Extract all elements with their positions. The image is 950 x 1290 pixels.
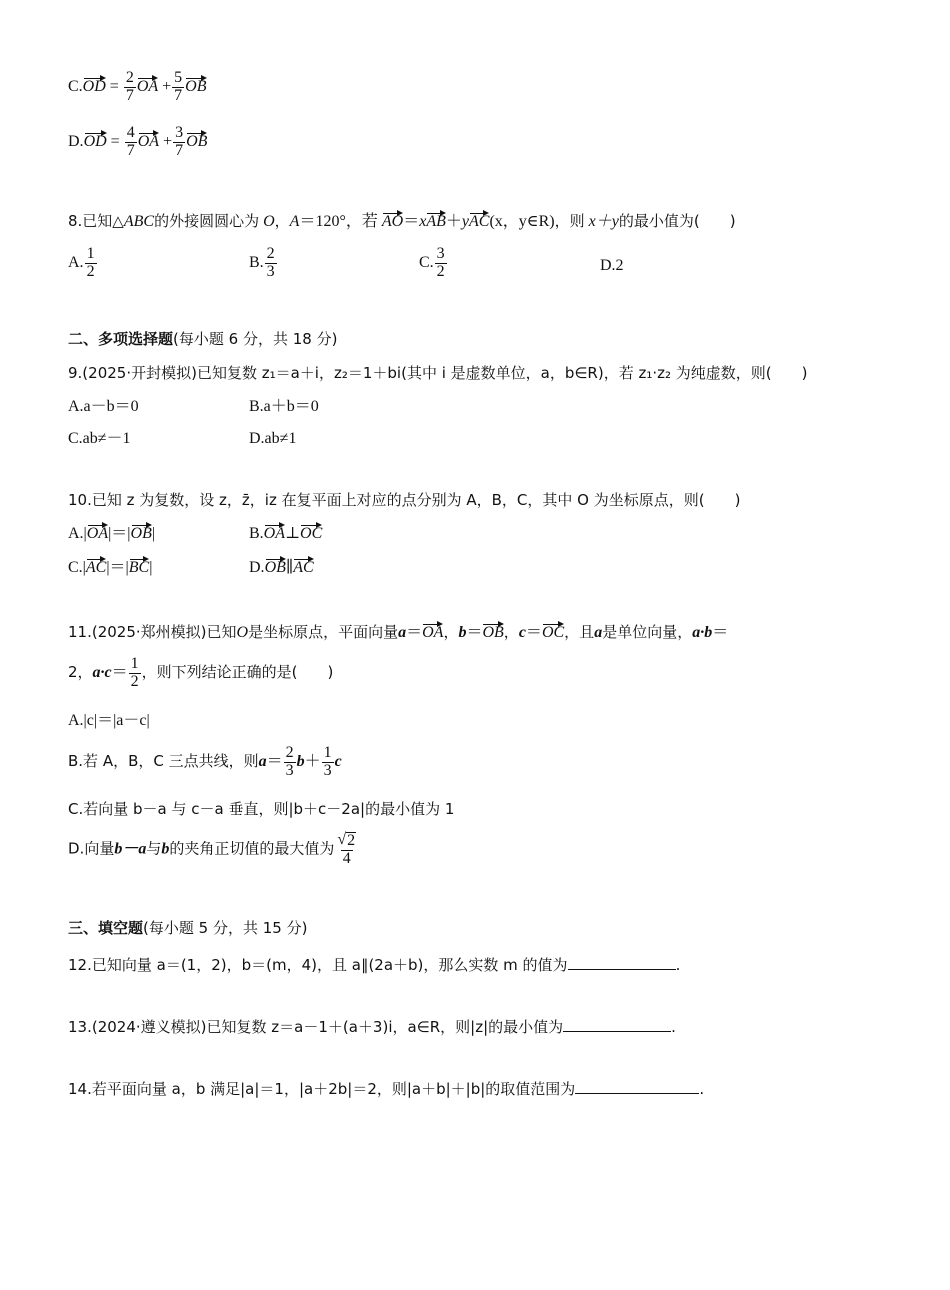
- q14-stem: 14.若平面向量 a，b 满足|a|＝1，|a＋2b|＝2，则|a＋b|＋|b|的取值范围为 .: [68, 1080, 705, 1098]
- section-2-heading: 二、多项选择题(每小题 6 分，共 18 分): [68, 330, 338, 348]
- q8-option-a: A. $\frac{1}{2}$: [68, 245, 95, 280]
- q12-stem: 12.已知向量 a＝(1，2)，b＝(m，4)，且 a∥(2a＋b)，那么实数 m 的值为 .: [68, 956, 681, 974]
- q8-stem: 8.已知△ABC的外接圆圆心为 O，A＝120°，若 AO＝xAB＋yAC(x，y∈R)，则 x＋y的最小值为( ): [68, 212, 736, 230]
- answer-blank[interactable]: [568, 955, 676, 970]
- q11-option-b: B.若 A，B，C 三点共线，则a＝ $\frac{2}{3}$ b＋ $\frac{1}{3}$ c: [68, 744, 342, 779]
- q8-option-d: D.2: [600, 257, 624, 274]
- q9-option-d: D.ab≠1: [249, 430, 297, 447]
- q7-option-c: C.OD = $\frac{2}{7}$ OA + $\frac{5}{7}$ OB: [68, 69, 207, 104]
- q10-option-a: A.|OA|＝|OB|: [68, 525, 156, 542]
- q11-option-c: C.若向量 b－a 与 c－a 垂直，则|b＋c－2a|的最小值为 1: [68, 800, 455, 818]
- q10-stem: 10.已知 z 为复数，设 z，z̄，iz 在复平面上对应的点分别为 A，B，C，其中 O 为坐标原点，则( ): [68, 491, 741, 509]
- q10-option-c: C.|AC|＝|BC|: [68, 559, 153, 576]
- q10-option-d: D.OB∥AC: [249, 559, 314, 576]
- section-3-heading: 三、填空题(每小题 5 分，共 15 分): [68, 919, 308, 937]
- q9-option-c: C.ab≠－1: [68, 430, 131, 447]
- q10-option-b: B.OA⊥OC: [249, 525, 323, 542]
- q9-option-a: A.a－b＝0: [68, 398, 139, 415]
- sqrt-two: √ 2: [337, 831, 356, 849]
- q8-option-b: B. $\frac{2}{3}$: [249, 245, 275, 280]
- q8-option-c: C. $\frac{3}{2}$: [419, 245, 445, 280]
- q11-stem-line2: 2，a·c＝ $\frac{1}{2}$ ，则下列结论正确的是( ): [68, 655, 334, 690]
- q11-option-a: A.|c|＝|a－c|: [68, 712, 150, 729]
- q11-option-d: D.向量b－a与b的夹角正切值的最大值为 √ 2 4: [68, 832, 359, 868]
- q9-option-b: B.a＋b＝0: [249, 398, 319, 415]
- q13-stem: 13.(2024·遵义模拟)已知复数 z＝a－1＋(a＋3)i，a∈R，则|z|的最小值为 .: [68, 1018, 676, 1036]
- q9-stem: 9.(2025·开封模拟)已知复数 z₁＝a＋i，z₂＝1＋bi(其中 i 是虚数单位，a，b∈R)，若 z₁·z₂ 为纯虚数，则( ): [68, 364, 808, 382]
- q11-stem-line1: 11.(2025·郑州模拟)已知O是坐标原点，平面向量a＝OA，b＝OB，c＝OC，且a是单位向量，a·b＝: [68, 623, 729, 641]
- q7-option-d: D.OD = $\frac{4}{7}$ OA + $\frac{3}{7}$ OB: [68, 124, 208, 159]
- answer-blank[interactable]: [563, 1017, 671, 1032]
- answer-blank[interactable]: [575, 1079, 699, 1094]
